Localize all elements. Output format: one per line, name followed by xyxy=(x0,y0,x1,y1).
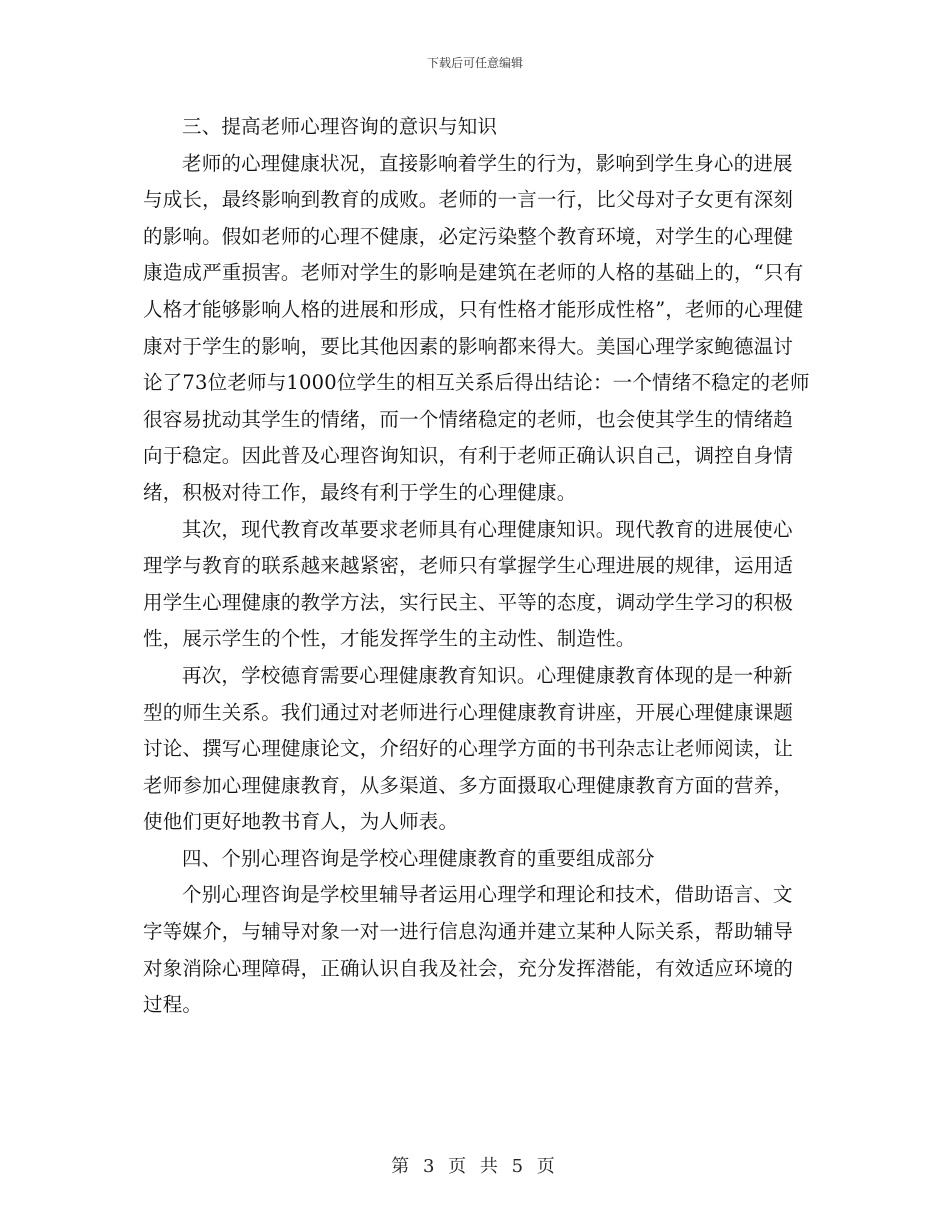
section-heading-3: 三、提高老师心理咨询的意识与知识 xyxy=(182,115,498,138)
paragraph-education-reform: 其次，现代教育改革要求老师具有心理健康知识。现代教育的进展使心理学与教育的联系越来越紧密，老师只有掌握学生心理进展的规律，运用适用学生心理健康的教学方法，实行民主、平等的态度，调动学生学习的积极性，展示学生的个性，才能发挥学生的主动性、制造性。 xyxy=(143,517,794,651)
page-footer: 第 3 页 共 5 页 xyxy=(391,1156,559,1177)
paragraph-individual-counseling: 个别心理咨询是学校里辅导者运用心理学和理论和技术，借助语言、文字等媒介，与辅导对象一对一进行信息沟通并建立某种人际关系，帮助辅导对象消除心理障碍，正确认识自我及社会，充分发挥潜能，有效适应环境的过程。 xyxy=(143,883,794,1017)
paragraph-teacher-mental-health: 老师的心理健康状况，直接影响着学生的行为，影响到学生身心的进展与成长，最终影响到教育的成败。老师的一言一行，比父母对子女更有深刻的影响。假如老师的心理不健康，必定污染整个教育环境，对学生的心理健康造成严重损害。老师对学生的影响是建筑在老师的人格的基础上的，“只有人格才能够影响人格的进展和形成，只有性格才能形成性格”，老师的心理健康对于学生的影响，要比其他因素的影响都来得大。美国心理学家鲍德温讨论了73位老师与1000位学生的相互关系后得出结论：一个情绪不稳定的老师很容易扰动其学生的情绪，而一个情绪稳定的老师，也会使其学生的情绪趋向于稳定。因此普及心理咨询知识，有利于老师正确认识自己，调控自身情绪，积极对待工作，最终有利于学生的心理健康。 xyxy=(143,151,810,504)
page-header: 下载后可任意编辑 xyxy=(426,56,523,70)
paragraph-moral-education: 再次，学校德育需要心理健康教育知识。心理健康教育体现的是一种新型的师生关系。我们通过对老师进行心理健康教育讲座，开展心理健康课题讨论、撰写心理健康论文，介绍好的心理学方面的书刊杂志让老师阅读，让老师参加心理健康教育，从多渠道、多方面摄取心理健康教育方面的营养，使他们更好地教书育人，为人师表。 xyxy=(143,663,794,834)
document-body xyxy=(143,109,811,1024)
section-heading-4: 四、个别心理咨询是学校心理健康教育的重要组成部分 xyxy=(182,846,655,870)
